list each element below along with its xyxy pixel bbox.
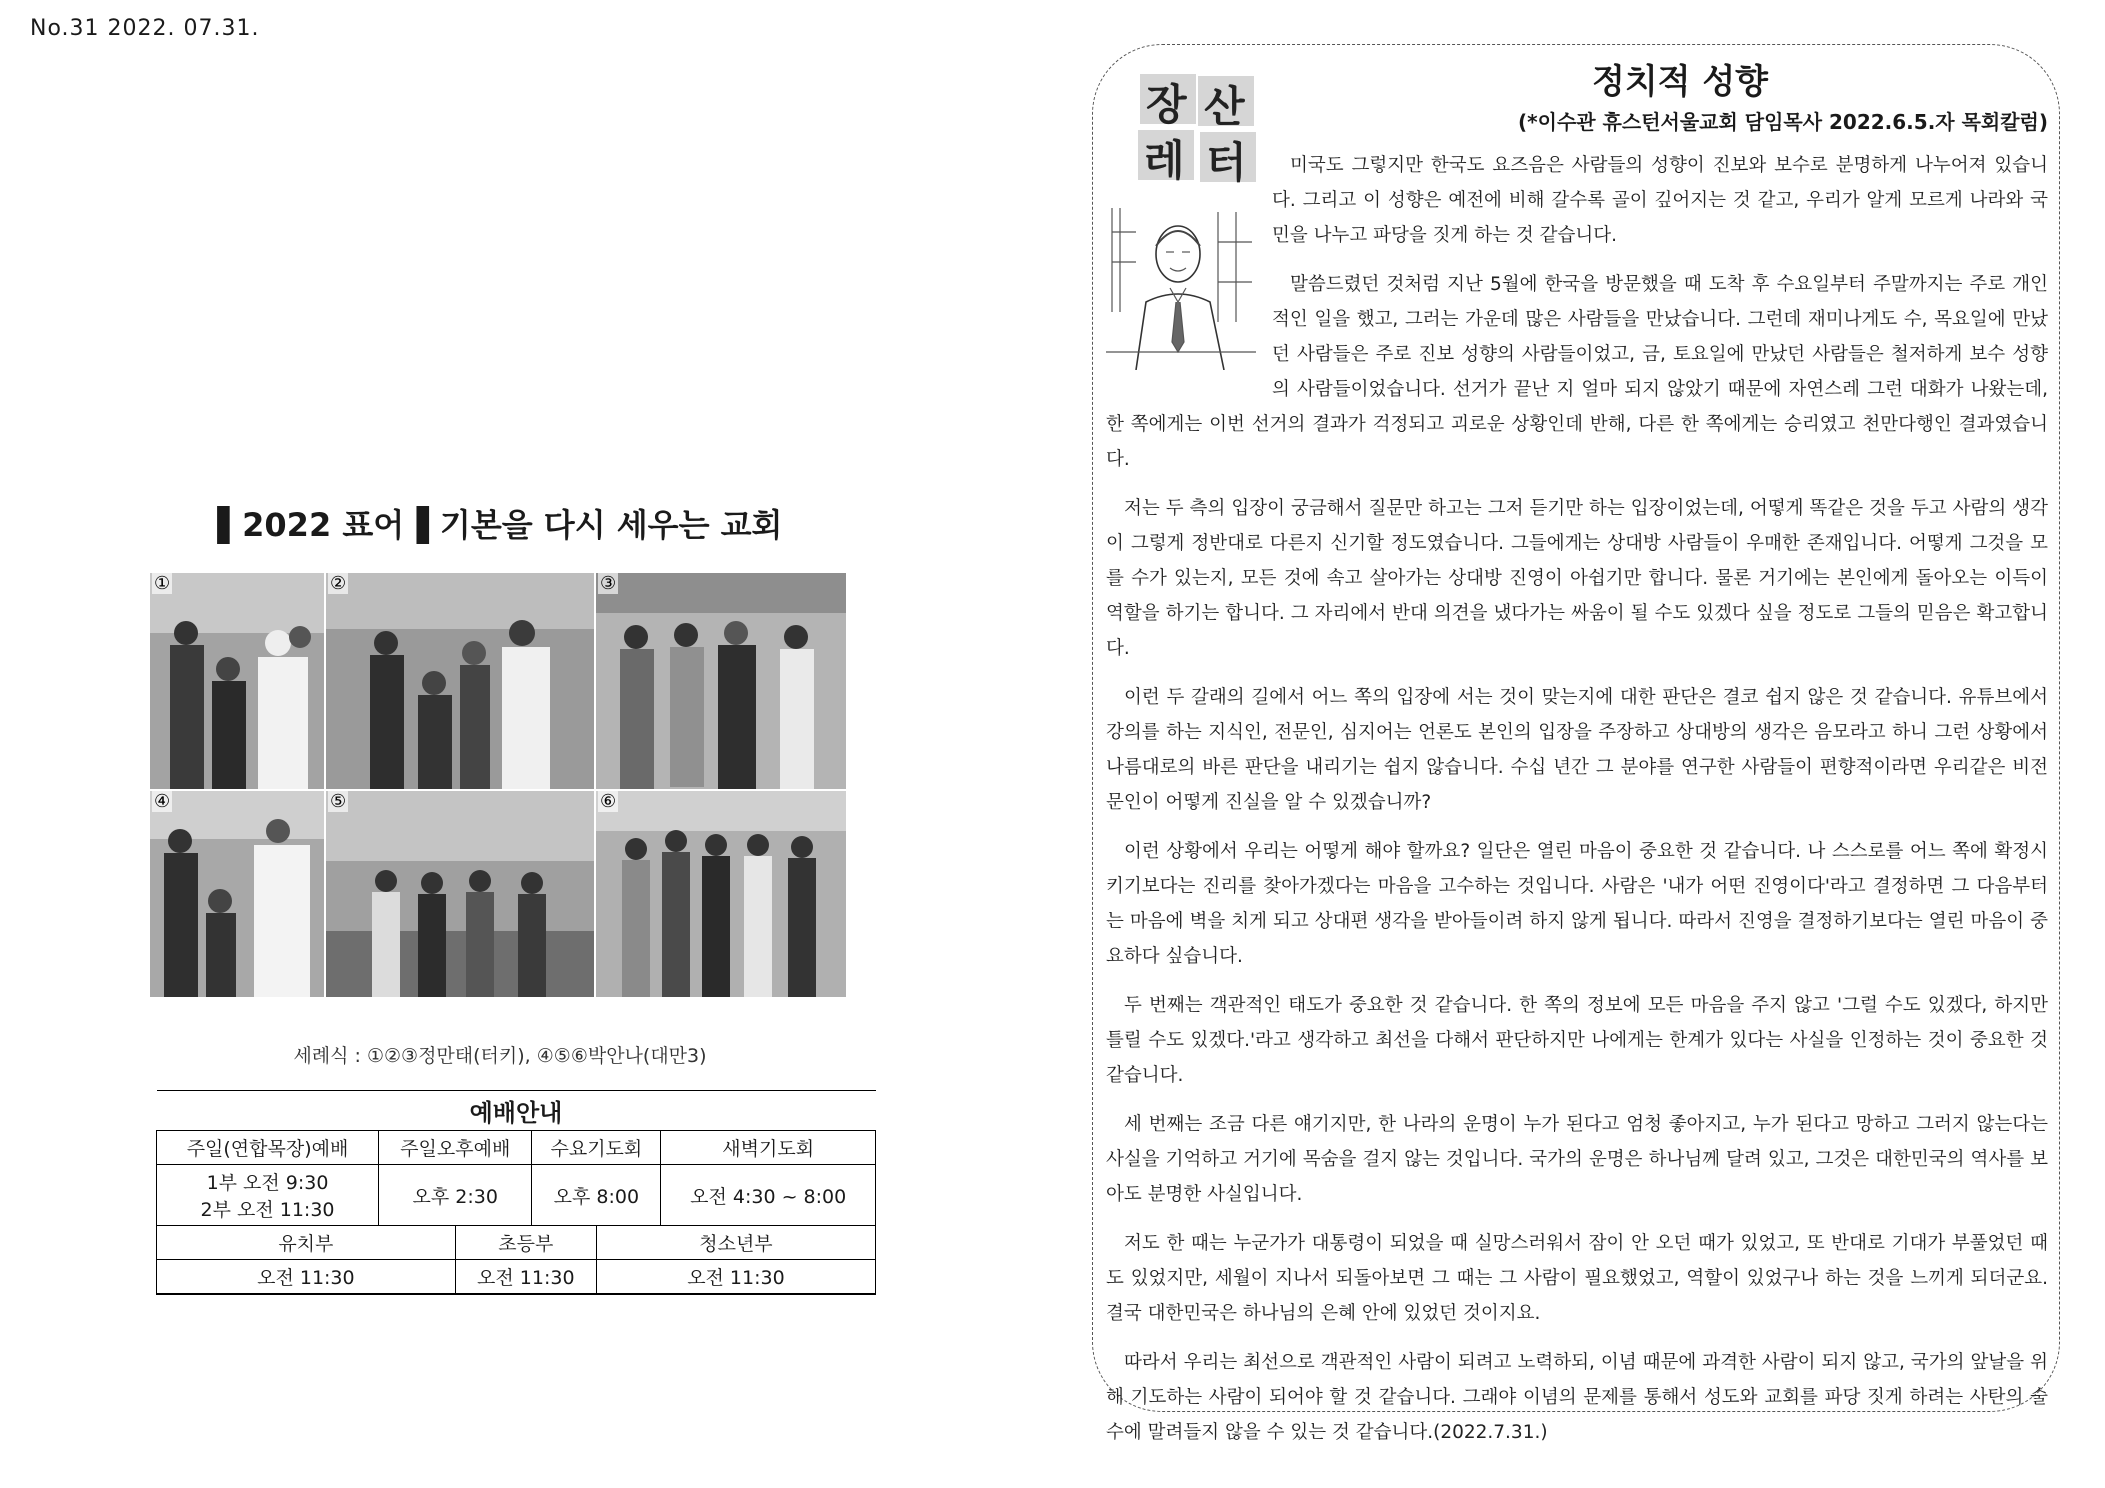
- photo-number: ③: [600, 573, 617, 594]
- elementary-time: 오전 11:30: [455, 1260, 596, 1295]
- article-paragraph: 저는 두 측의 입장이 궁금해서 질문만 하고는 그저 듣기만 하는 입장이었는데, 어떻게 똑같은 것을 두고 사람의 생각이 그렇게 정반대로 다른지 신기할 정도였습니다. 그들에게는 상대방 사람들이 우매한 존재입니다. 어떻게 그것을 모를 수가 있는지, 모든 것에 속고 살아가는 상대방 진영이 아쉽기만 합니다. 물론 거기에는 본인에게 돌아오는 이득이 역할을 하기는 합니다. 그 자리에서 반대 의견을 냈다가는 싸움이 될 수도 있겠다 싶을 정도로 그들의 믿음은 확고합니다.: [1106, 498, 2048, 659]
- photo-number: ④: [154, 791, 171, 812]
- article-paragraph: 저도 한 때는 누군가가 대통령이 되었을 때 실망스러워서 잠이 안 오던 때가 있었고, 또 반대로 기대가 부풀었던 때도 있었지만, 세월이 지나서 되돌아보면 그 때는 그 사람이 필요했었고, 역할이 있었구나 하는 것을 느끼게 되더군요. 결국 대한민국은 하나님의 은혜 안에 있었던 것이지요.: [1106, 1233, 2048, 1324]
- stamp-char: 장: [1146, 72, 1187, 132]
- yearly-motto: ▌2022 표어▐ 기본을 다시 세우는 교회: [217, 506, 783, 544]
- photo-number: ①: [154, 573, 171, 594]
- youth-time: 오전 11:30: [596, 1260, 875, 1295]
- baptism-photo-4: [150, 791, 324, 997]
- header-wednesday-prayer: 수요기도회: [532, 1131, 661, 1165]
- column-article: [1106, 148, 2048, 1464]
- header-kindergarten: 유치부: [157, 1226, 456, 1260]
- article-paragraph: 이런 두 갈래의 길에서 어느 쪽의 입장에 서는 것이 맞는지에 대한 판단은 결코 쉽지 않은 것 같습니다. 유튜브에서 강의를 하는 지식인, 전문인, 심지어는 언론도 본인의 입장을 주장하고 상대방의 생각은 음모라고 하니 그런 상황에서 나름대로의 바른 판단을 내리기는 쉽지 않습니다. 수십 년간 그 분야를 연구한 사람들이 편향적이라면 우리같은 비전문인이 어떻게 진실을 알 수 있겠습니까?: [1106, 687, 2049, 813]
- article-paragraph: 두 번째는 객관적인 태도가 중요한 것 같습니다. 한 쪽의 정보에 모든 마음을 주지 않고 '그럴 수도 있겠다, 하지만 틀릴 수도 있겠다.'라고 생각하고 최선을 다해서 판단하지만 나에게는 한계가 있다는 사실을 인정하는 것이 중요한 것 같습니다.: [1106, 995, 2048, 1086]
- header-sunday-service: 주일(연합목장)예배: [157, 1131, 379, 1165]
- sunday-first-service: 1부 오전 9:30: [206, 1172, 329, 1194]
- header-youth: 청소년부: [596, 1226, 875, 1260]
- column-title: 정치적 성향: [1591, 62, 1769, 102]
- article-paragraph: 말씀드렸던 것처럼 지난 5월에 한국을 방문했을 때 도착 후 수요일부터 주말까지는 주로 개인적인 일을 했고, 그러는 가운데 많은 사람들을 만났습니다. 그런데 재미나게도 수, 목요일에 만났던 사람들은 주로 진보 성향의 사람들이었고, 금, 토요일에 만났던 사람들은 철저하게 보수 성향의 사람들이었습니다. 선거가 끝난 지 얼마 되지 않았기 때문에 자연스레 그런 대화가 나왔는데, 한 쪽에게는 이번 선거의 결과가 걱정되고 괴로운 상황인데 반해, 다른 한 쪽에게는 승리였고 천만다행인 결과였습니다.: [1106, 274, 2048, 470]
- article-paragraph: 세 번째는 조금 다른 얘기지만, 한 나라의 운명이 누가 된다고 엄청 좋아지고, 누가 된다고 망하고 그러지 않는다는 사실을 기억하고 거기에 목숨을 걸지 않는 것입니다. 국가의 운명은 하나님께 달려 있고, 그것은 대한민국의 역사를 보아도 분명한 사실입니다.: [1106, 1114, 2048, 1205]
- header-afternoon-service: 주일오후예배: [379, 1131, 532, 1165]
- kindergarten-time: 오전 11:30: [157, 1260, 456, 1295]
- baptism-photo-1: [150, 573, 324, 789]
- afternoon-service-time: 오후 2:30: [379, 1165, 532, 1226]
- stamp-char: 산: [1204, 74, 1245, 134]
- issue-number: No.31 2022. 07.31.: [30, 16, 260, 41]
- sunday-second-service: 2부 오전 11:30: [200, 1199, 335, 1221]
- photo-number: ②: [330, 573, 347, 594]
- stamp-char: 레: [1144, 128, 1185, 188]
- baptism-photo-3: [596, 573, 846, 789]
- header-elementary: 초등부: [455, 1226, 596, 1260]
- wednesday-prayer-time: 오후 8:00: [532, 1165, 661, 1226]
- article-paragraph: 따라서 우리는 최선으로 객관적인 사람이 되려고 노력하되, 이념 때문에 과격한 사람이 되지 않고, 국가의 앞날을 위해 기도하는 사람이 되어야 할 것 같습니다. 그래야 이념의 문제를 통해서 성도와 교회를 파당 짓게 하려는 사탄의 술수에 말려들지 않을 수 있는 것 같습니다.(2022.7.31.): [1106, 1352, 2048, 1443]
- photo-number: ⑥: [600, 791, 617, 812]
- dawn-prayer-time: 오전 4:30 ~ 8:00: [661, 1165, 876, 1226]
- header-dawn-prayer: 새벽기도회: [661, 1131, 876, 1165]
- stamp-char: 터: [1206, 130, 1247, 190]
- photo-caption: 세례식 : ①②③정만태(터키), ④⑤⑥박안나(대만3): [293, 1045, 707, 1067]
- baptism-photo-6: [596, 791, 846, 997]
- worship-table-title: 예배안내: [157, 1091, 876, 1131]
- baptism-photo-5: [326, 791, 594, 997]
- baptism-photo-grid: [150, 573, 846, 997]
- worship-schedule-table: [156, 1090, 876, 1295]
- article-paragraph: 미국도 그렇지만 한국도 요즈음은 사람들의 성향이 진보와 보수로 분명하게 나누어져 있습니다. 그리고 이 성향은 예전에 비해 갈수록 골이 깊어지는 것 같고, 우리가 알게 모르게 나라와 국민을 나누고 파당을 짓게 하는 것 같습니다.: [1272, 155, 2048, 246]
- article-paragraph: 이런 상황에서 우리는 어떻게 해야 할까요? 일단은 열린 마음이 중요한 것 같습니다. 나 스스로를 어느 쪽에 확정시키기보다는 진리를 찾아가겠다는 마음을 고수하는 것입니다. 사람은 '내가 어떤 진영이다'라고 결정하면 그 다음부터는 마음에 벽을 치게 되고 상대편 생각을 받아들이려 하지 않게 됩니다. 따라서 진영을 결정하기보다는 열린 마음이 중요하다 싶습니다.: [1106, 841, 2048, 967]
- photo-number: ⑤: [330, 791, 347, 812]
- baptism-photo-2: [326, 573, 594, 789]
- column-subtitle: (*이수관 휴스턴서울교회 담임목사 2022.6.5.자 목회칼럼): [1518, 110, 2048, 134]
- sunday-service-times: [157, 1165, 379, 1226]
